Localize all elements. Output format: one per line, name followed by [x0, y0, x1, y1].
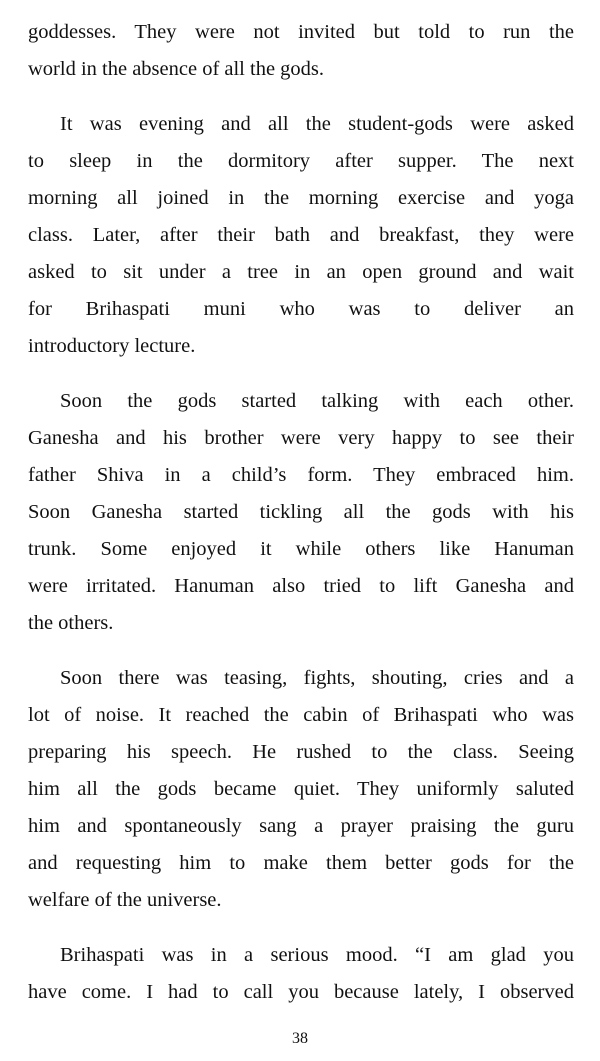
text-line: him all the gods became quiet. They uniformly saluted — [28, 778, 574, 800]
text-line: him and spontaneously sang a prayer praising the guru — [28, 815, 574, 837]
text-line: morning all joined in the morning exercise and yoga — [28, 187, 574, 209]
text-line: the others. — [28, 612, 114, 634]
text-line: Soon there was teasing, fights, shouting, cries and a — [60, 667, 574, 689]
page-number: 38 — [292, 1030, 308, 1047]
text-line: Ganesha and his brother were very happy to see their — [28, 427, 574, 449]
text-line: and requesting him to make them better gods for the — [28, 852, 574, 874]
text-line: to sleep in the dormitory after supper. The next — [28, 150, 574, 172]
text-line: trunk. Some enjoyed it while others like Hanuman — [28, 538, 574, 560]
text-line: welfare of the universe. — [28, 889, 222, 911]
text-line: have come. I had to call you because lately, I observed — [28, 981, 574, 1003]
text-line: were irritated. Hanuman also tried to lift Ganesha and — [28, 575, 574, 597]
text-line: goddesses. They were not invited but told to run the — [28, 21, 574, 43]
text-line: world in the absence of all the gods. — [28, 58, 325, 80]
text-line: Brihaspati was in a serious mood. “I am glad you — [60, 944, 574, 966]
text-line: Soon the gods started talking with each other. — [60, 390, 574, 412]
text-line: class. Later, after their bath and breakfast, they were — [28, 224, 574, 246]
text-line: father Shiva in a child’s form. They embraced him. — [28, 464, 574, 486]
text-line: asked to sit under a tree in an open ground and wait — [28, 261, 574, 283]
paragraph — [28, 660, 574, 919]
text-line: Soon Ganesha started tickling all the gods with his — [28, 501, 574, 523]
paragraph — [28, 937, 574, 1011]
text-line: preparing his speech. He rushed to the class. Seeing — [28, 741, 574, 763]
paragraph — [28, 383, 574, 642]
paragraph — [28, 106, 574, 365]
paragraph — [28, 14, 574, 88]
text-line: for Brihaspati muni who was to deliver an — [28, 298, 574, 320]
text-line: It was evening and all the student-gods were asked — [60, 113, 574, 135]
text-line: introductory lecture. — [28, 335, 196, 357]
text-line: lot of noise. It reached the cabin of Brihaspati who was — [28, 704, 574, 726]
page-body — [28, 14, 574, 1011]
